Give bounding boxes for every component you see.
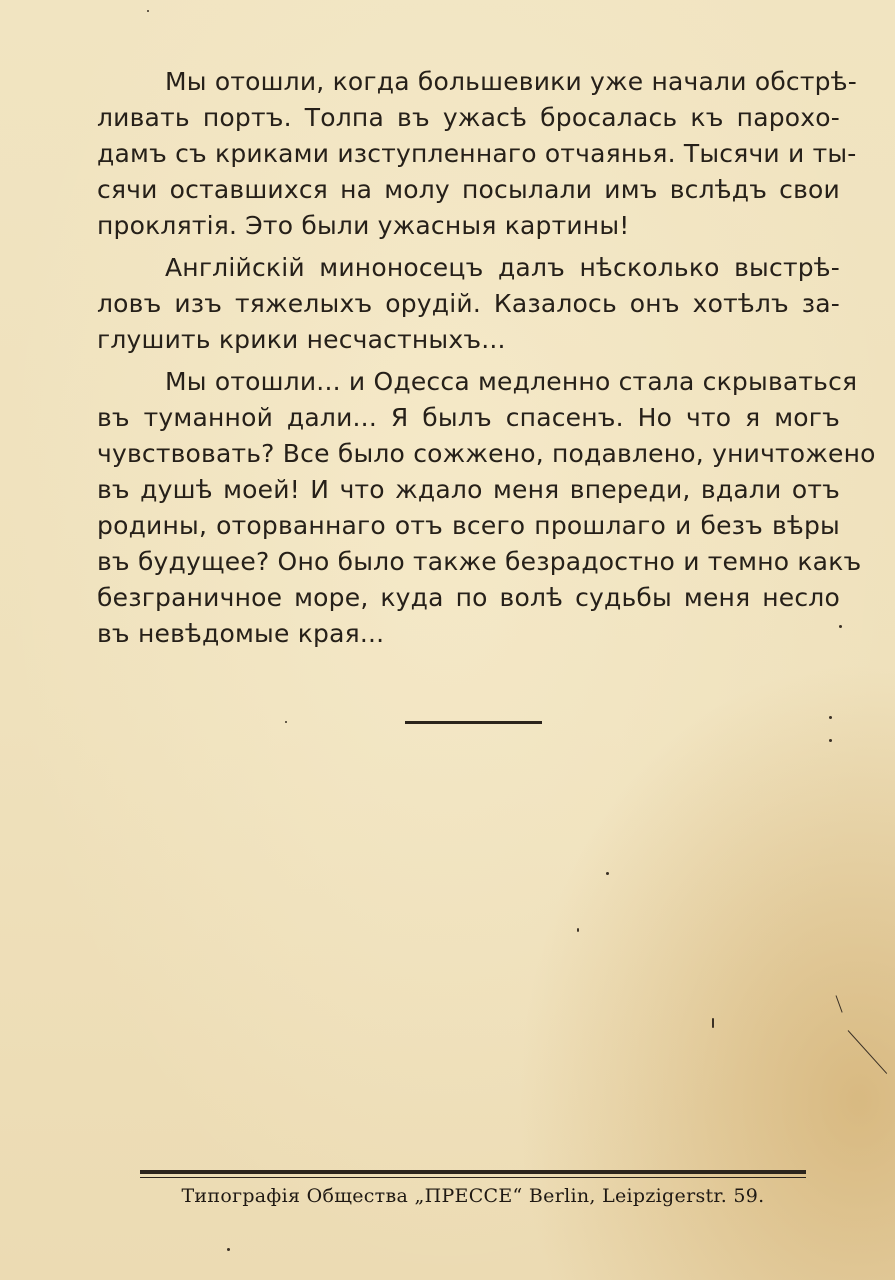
paragraph-3	[97, 364, 876, 652]
text-line: Англійскій миноносецъ далъ нѣсколько выстрѣ-	[165, 253, 840, 282]
printer-imprint: Типографія Общества „ПРЕССЕ“ Berlin, Leipzigerstr. 59.	[181, 1185, 765, 1207]
text-line: сячи оставшихся на молу посылали имъ вслѣдъ свои	[97, 175, 840, 204]
text-line: въ душѣ моей! И что ждало меня впереди, вдали отъ	[97, 475, 840, 504]
footer-rule-thin	[140, 1177, 806, 1178]
footer-rule-thick	[140, 1170, 806, 1174]
end-of-text-rule	[405, 721, 542, 724]
paper-speck	[227, 1248, 230, 1251]
text-line: Мы отошли... и Одесса медленно стала скрываться	[165, 367, 858, 396]
paragraph-2	[97, 250, 840, 358]
text-line: ловъ изъ тяжелыхъ орудій. Казалось онъ хотѣлъ за-	[97, 289, 840, 318]
text-line: ливать портъ. Толпа въ ужасѣ бросалась къ парохо-	[97, 103, 840, 132]
paper-speck	[147, 10, 149, 12]
text-line: чувствовать? Все было сожжено, подавлено, уничтожено	[97, 439, 876, 468]
paper-speck	[829, 716, 832, 719]
paper-speck	[712, 1018, 714, 1028]
paper-speck	[285, 721, 287, 723]
text-line: родины, оторваннаго отъ всего прошлаго и безъ вѣры	[97, 511, 840, 540]
text-line: Мы отошли, когда большевики уже начали обстрѣ-	[165, 67, 857, 96]
text-line: проклятія. Это были ужасныя картины!	[97, 211, 630, 240]
text-line: безграничное море, куда по волѣ судьбы меня несло	[97, 583, 840, 612]
text-line: въ туманной дали... Я былъ спасенъ. Но что я могъ	[97, 403, 840, 432]
paragraph-1	[97, 64, 857, 244]
body-text	[97, 64, 876, 658]
paper-speck	[839, 625, 842, 628]
text-line: дамъ съ криками изступленнаго отчаянья. Тысячи и ты-	[97, 139, 857, 168]
text-line: глушить крики несчастныхъ...	[97, 325, 506, 354]
paper-speck	[577, 928, 579, 932]
paper-scratch	[848, 1030, 888, 1074]
paper-scratch	[836, 995, 843, 1012]
text-line: въ невѣдомые края...	[97, 619, 385, 648]
paper-speck	[829, 739, 832, 742]
paper-speck	[606, 872, 609, 875]
text-line: въ будущее? Оно было также безрадостно и темно какъ	[97, 547, 862, 576]
